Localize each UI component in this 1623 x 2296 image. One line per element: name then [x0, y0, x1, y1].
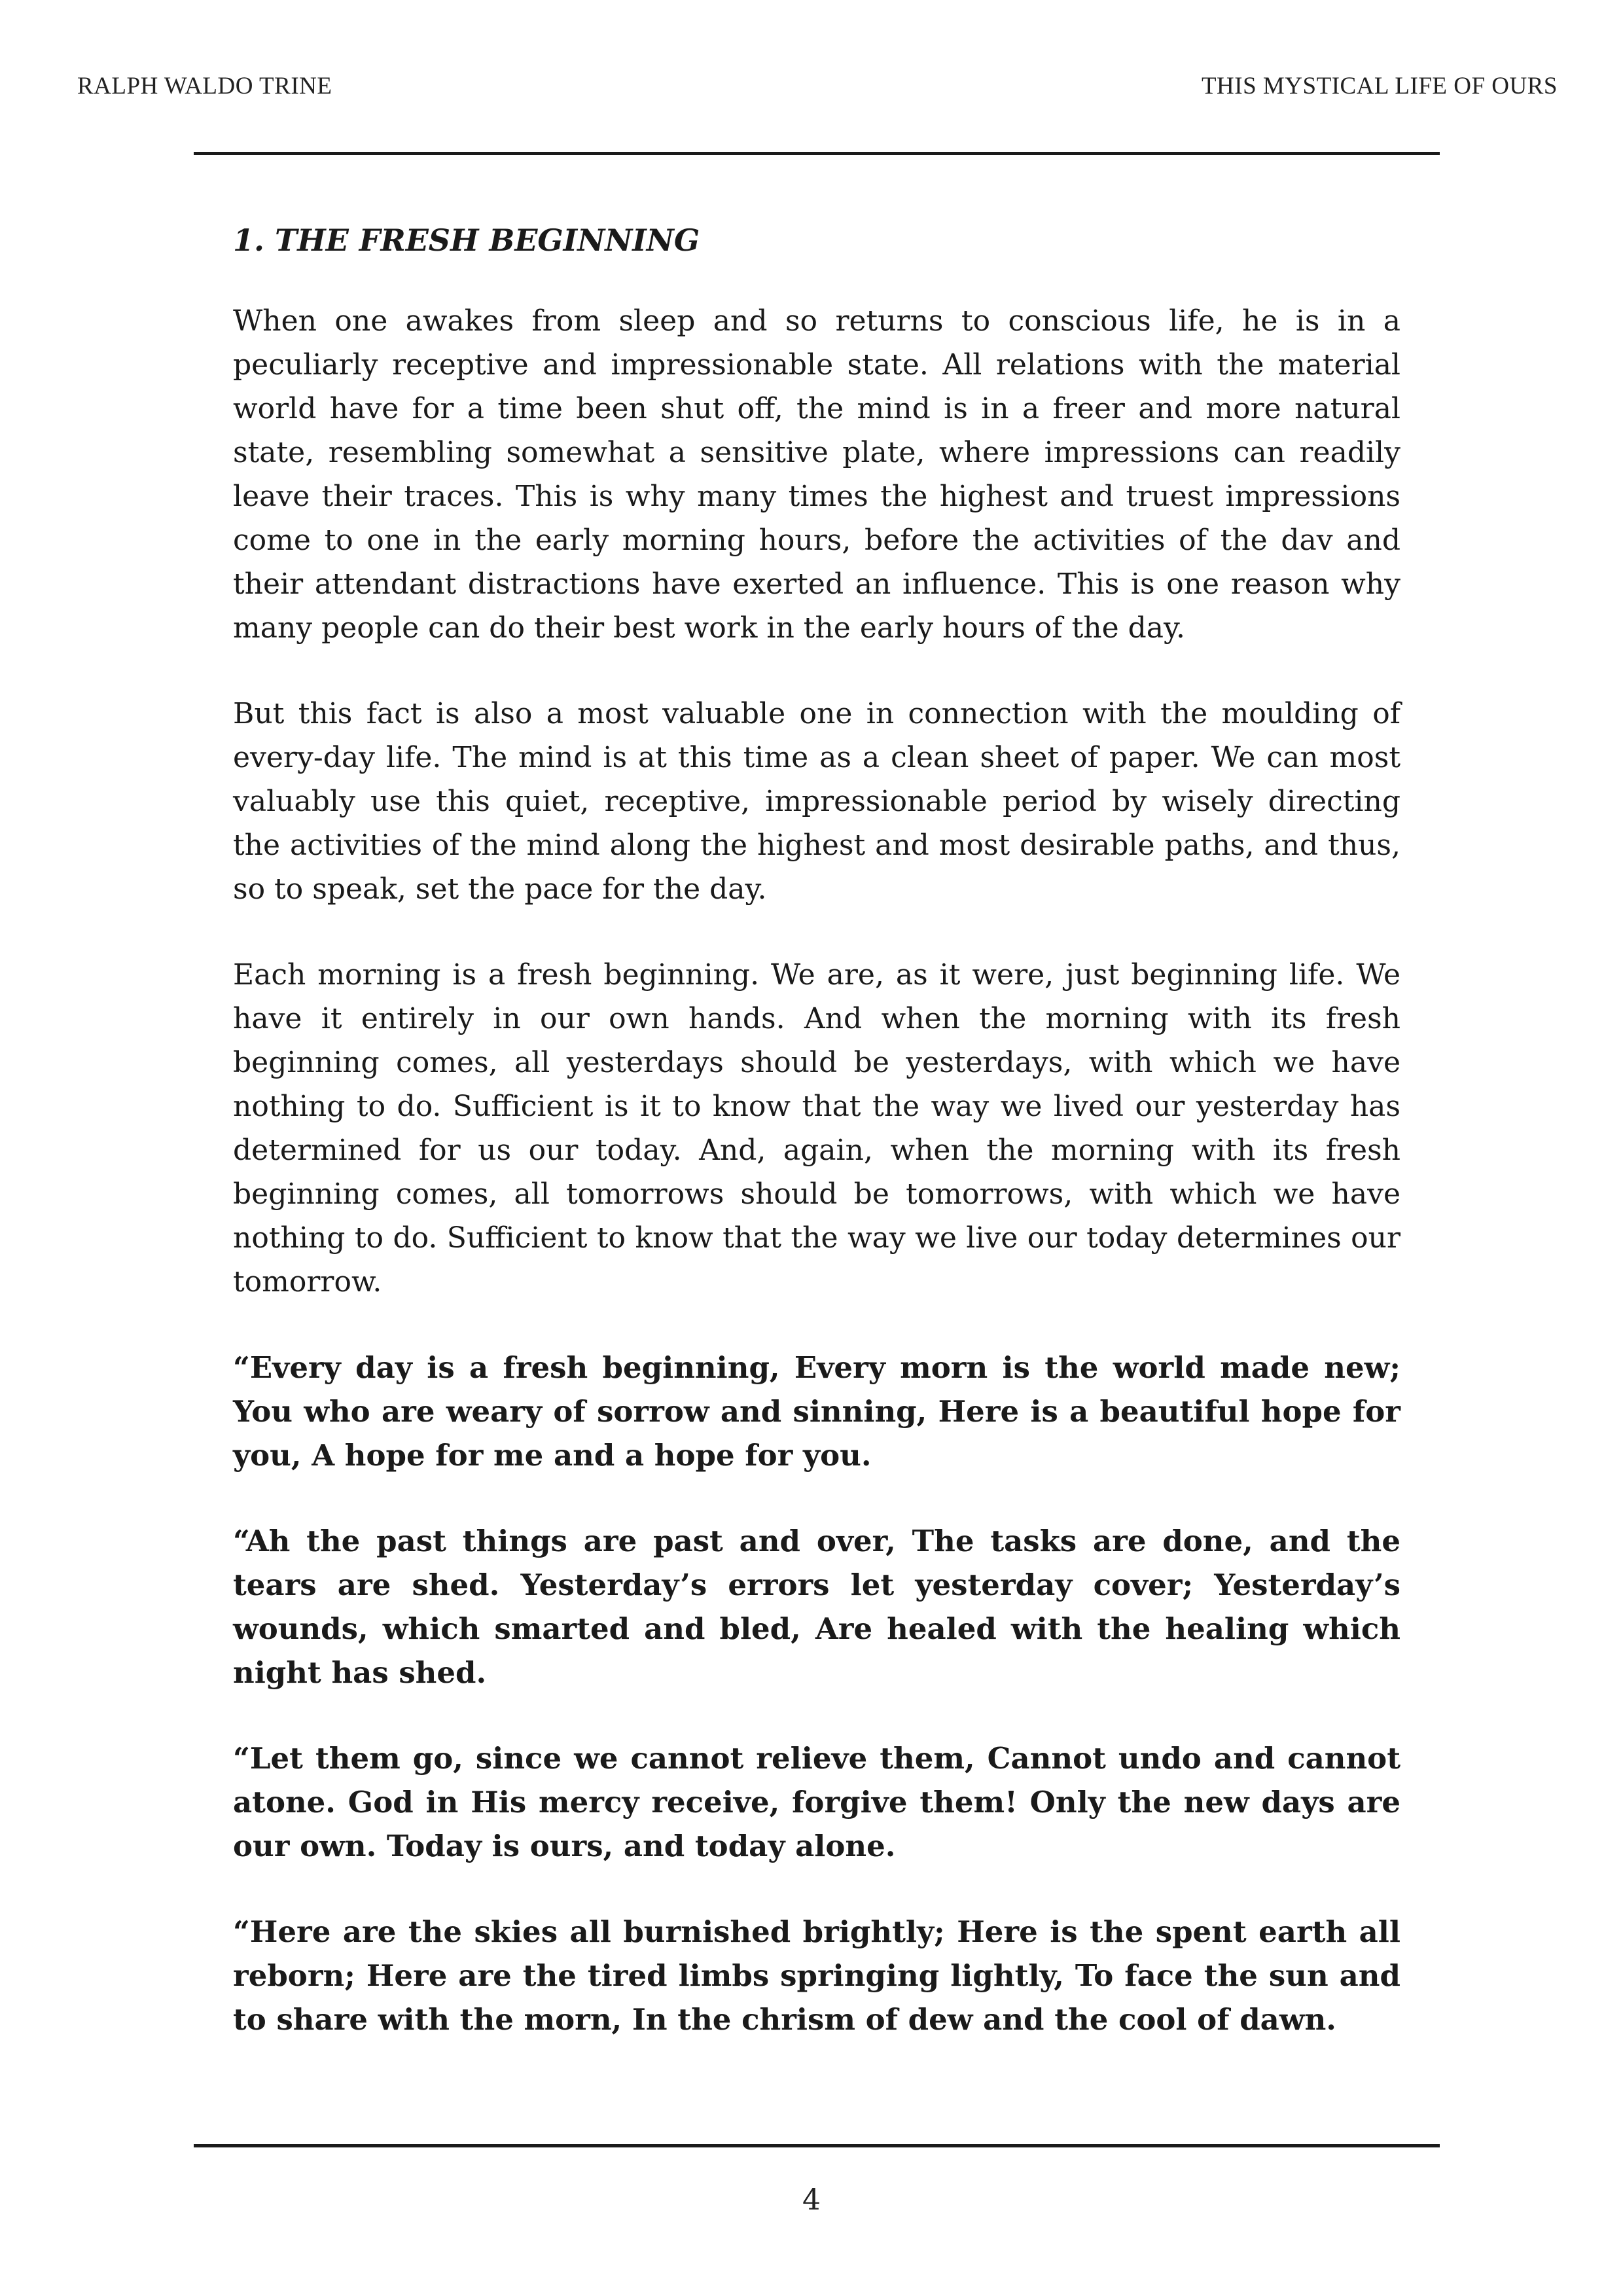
footer-divider — [194, 2144, 1440, 2147]
body-paragraph: But this fact is also a most valuable one in connection with the moulding of every-day life. The mind is at this time as a clean sheet of paper. We can most valuably use this quiet, receptive, impressionable period by wisely directing the activities of the mind along the highest and most desirable paths, and thus, so to speak, set the pace for the day. — [233, 697, 1400, 906]
header-divider — [194, 152, 1440, 155]
page-body — [233, 223, 1400, 2083]
verse-stanza: “Ah the past things are past and over, The tasks are done, and the tears are shed. Yesterday’s errors let yesterday cover; Yesterday’s wounds, which smarted and bled, Are healed with the healing which night has shed. — [233, 1524, 1400, 1691]
body-paragraph: Each morning is a fresh beginning. We are, as it were, just beginning life. We have it entirely in our own hands. And when the morning with its fresh beginning comes, all yesterdays should be yesterdays, with which we have nothing to do. Sufficient is it to know that the way we lived our yesterday has determined for us our today. And, again, when the morning with its fresh beginning comes, all tomorrows should be tomorrows, with which we have nothing to do. Sufficient to know that the way we live our today determines our tomorrow. — [233, 958, 1400, 1299]
page-number: 4 — [802, 2183, 821, 2217]
verse-stanza: “Here are the skies all burnished brightly; Here is the spent earth all reborn; Here are the tired limbs springing lightly, To face the sun and to share with the morn, In the chrism of dew and the cool of dawn. — [233, 1914, 1400, 2037]
running-header-author: RALPH WALDO TRINE — [77, 73, 332, 99]
verse-stanza: “Every day is a fresh beginning, Every morn is the world made new; You who are weary of sorrow and sinning, Here is a beautiful hope for you, A hope for me and a hope for you. — [233, 1350, 1400, 1473]
body-paragraph: When one awakes from sleep and so returns to conscious life, he is in a peculiarly receptive and impressionable state. All relations with the material world have for a time been shut off, the mind is in a freer and more natural state, resembling somewhat a sensitive plate, where impressions can readily leave their traces. This is why many times the highest and truest impressions come to one in the early morning hours, before the activities of the dav and their attendant distractions have exerted an influence. This is one reason why many people can do their best work in the early hours of the day. — [233, 304, 1400, 645]
verse-stanza: “Let them go, since we cannot relieve them, Cannot undo and cannot atone. God in His mercy receive, forgive them! Only the new days are our own. Today is ours, and today alone. — [233, 1741, 1400, 1864]
section-title: 1. THE FRESH BEGINNING — [233, 223, 700, 258]
running-header-book-title: THIS MYSTICAL LIFE OF OURS — [1201, 73, 1558, 99]
